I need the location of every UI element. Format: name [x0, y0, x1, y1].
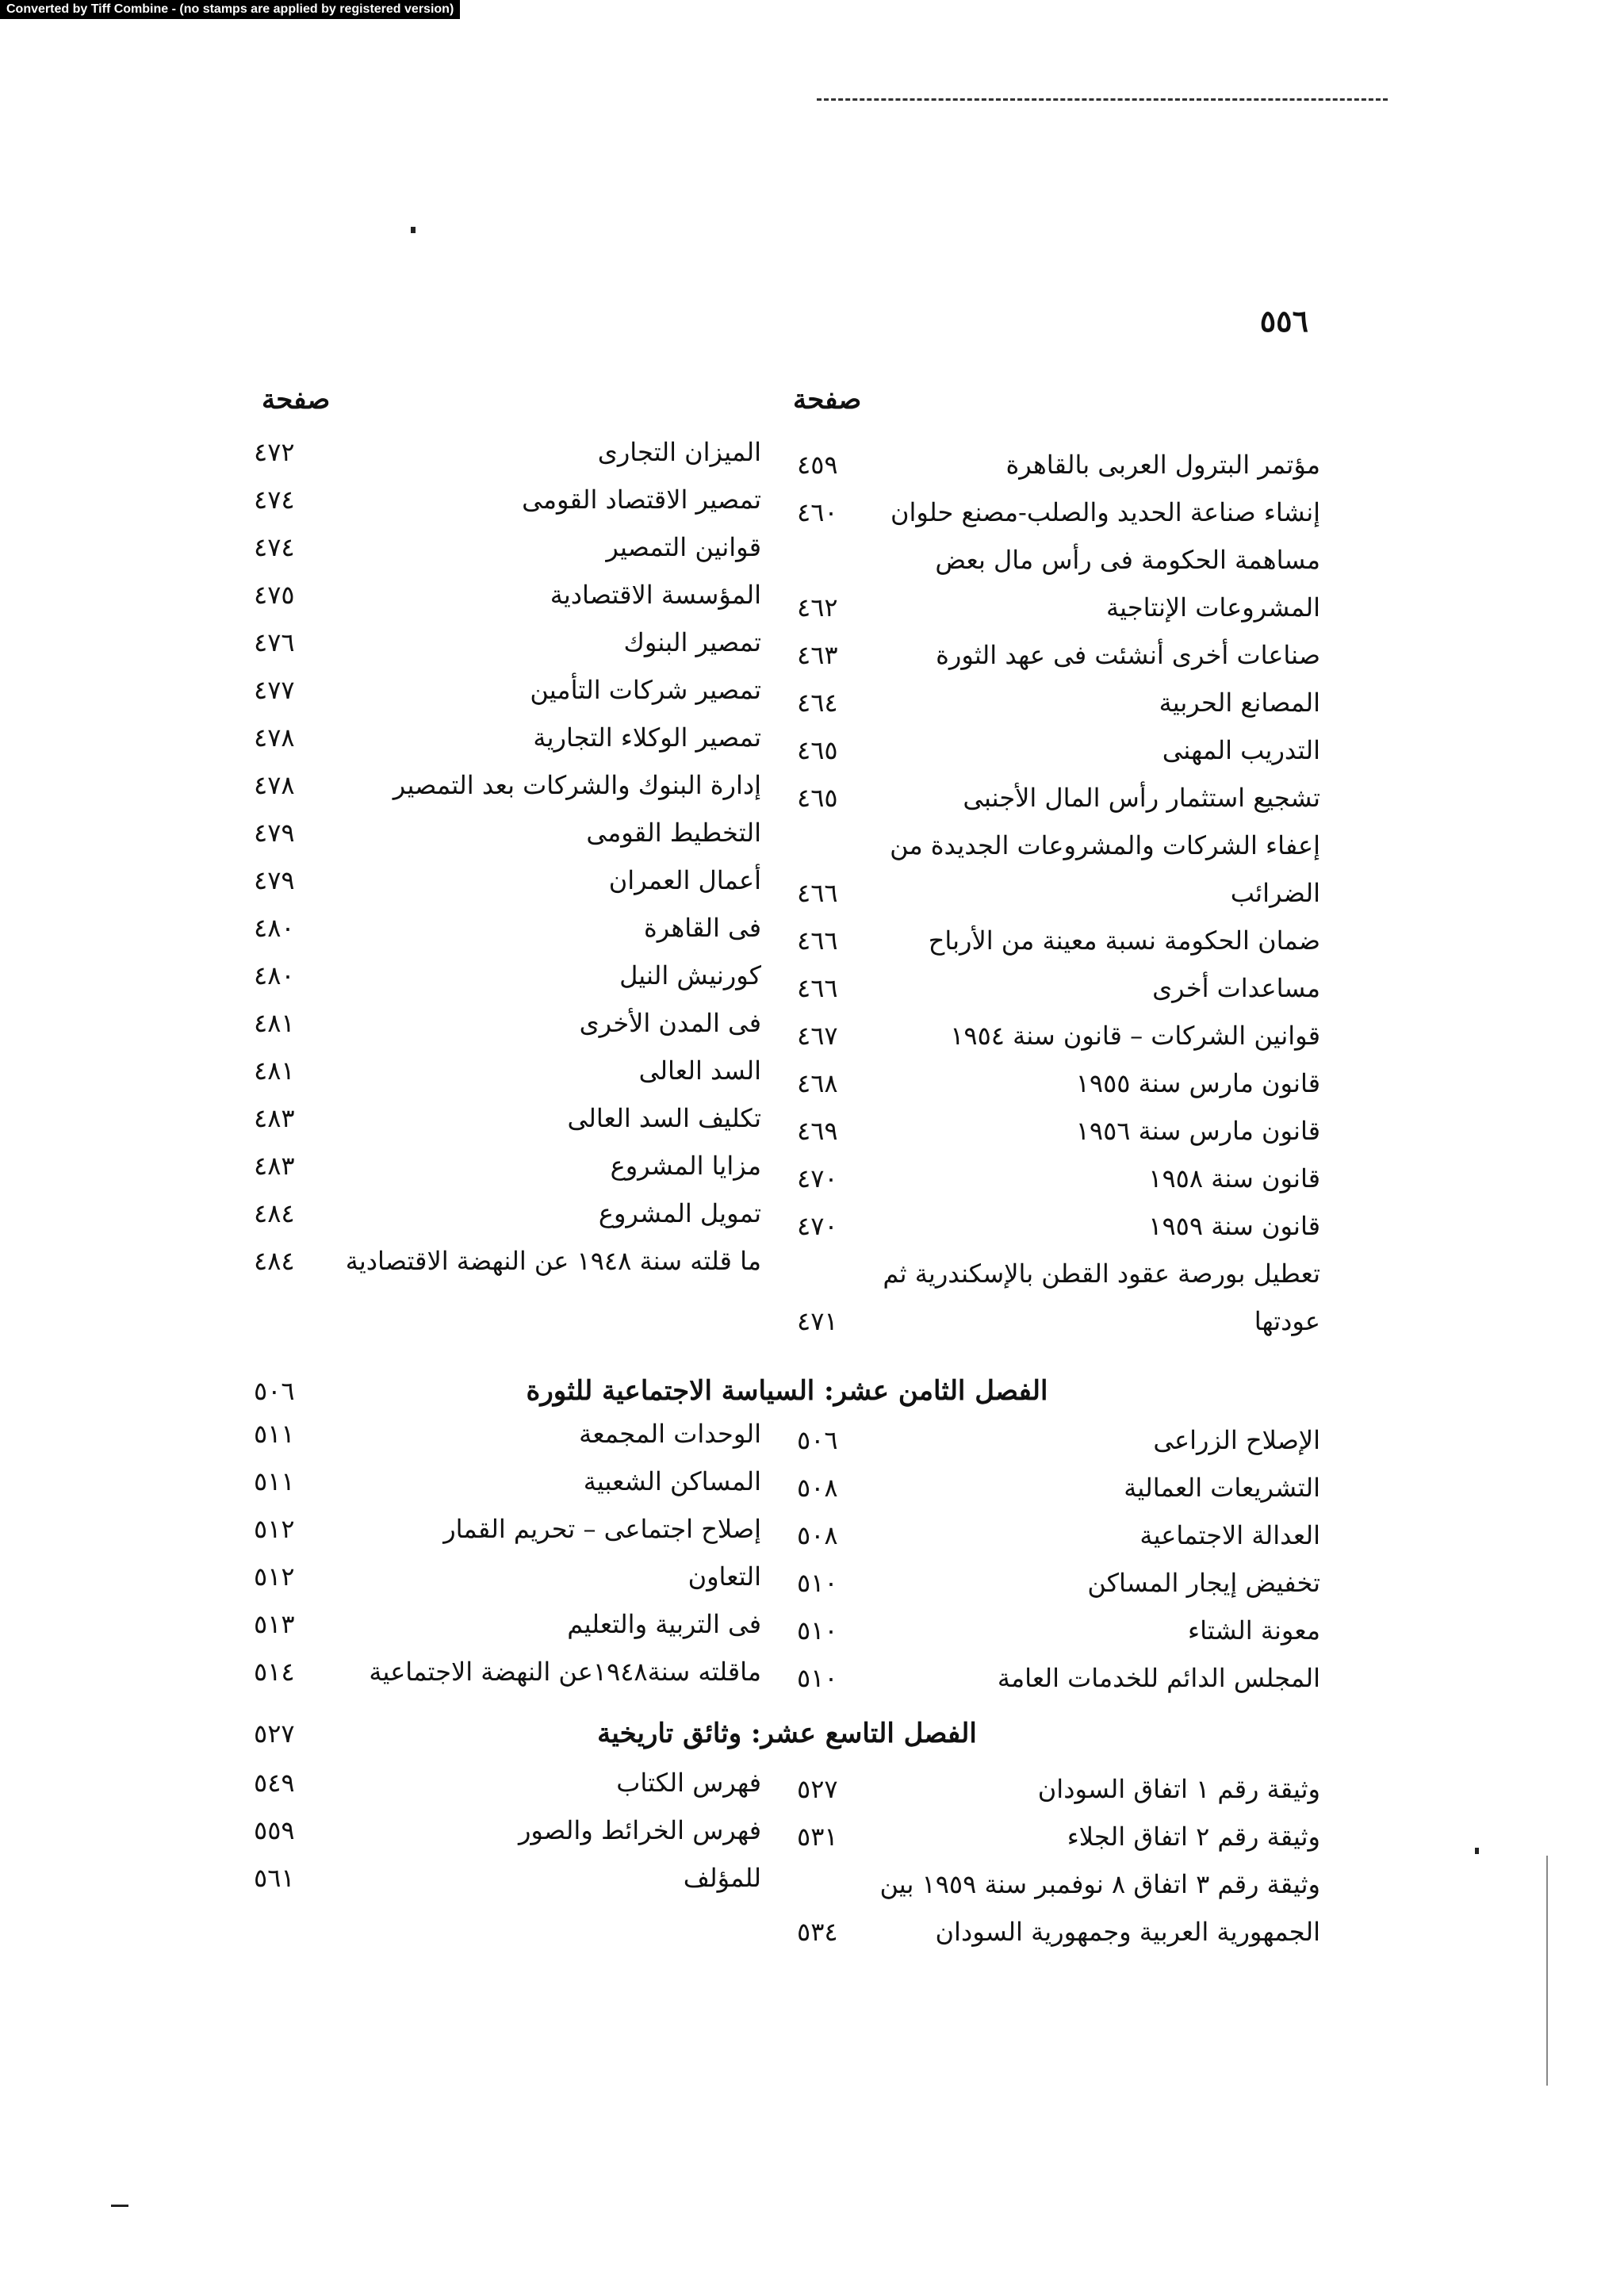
toc-entry-page: ٥١٣: [254, 1609, 295, 1639]
toc-entry-title: قانون مارس سنة ١٩٥٥: [1075, 1068, 1320, 1098]
toc-entry: [797, 1416, 1320, 1464]
toc-entry: [797, 822, 1320, 869]
toc-entry: [254, 1094, 761, 1142]
toc-entry-page: ٤٦٨: [797, 1068, 838, 1098]
toc-entry-page: ٤٦٦: [797, 878, 838, 908]
toc-entry-title: تمويل المشروع: [598, 1198, 761, 1228]
toc-entry: [797, 1607, 1320, 1654]
toc-entry-title: المساكن الشعبية: [583, 1466, 761, 1496]
toc-entry-title: تشجيع استثمار رأس المال الأجنبى: [963, 783, 1320, 813]
toc-entry: [797, 488, 1320, 536]
toc-entry: [797, 917, 1320, 964]
toc-entry: [797, 441, 1320, 488]
toc-entry-title: وثيقة رقم ٣ اتفاق ٨ نوفمبر سنة ١٩٥٩ بين: [879, 1869, 1320, 1899]
toc-entry-page: ٤٧٠: [797, 1211, 838, 1241]
toc-entry-page: ٤٦٢: [797, 592, 838, 623]
scan-speck: [1475, 1848, 1479, 1854]
toc-entry-page: ٤٧٥: [254, 580, 295, 610]
toc-entry: [797, 964, 1320, 1012]
toc-entry: [254, 1553, 761, 1600]
toc-entry: [797, 1155, 1320, 1202]
toc-entry-title: إنشاء صناعة الحديد والصلب-مصنع حلوان: [891, 497, 1320, 527]
toc-entry-page: ٥٠٦: [797, 1425, 838, 1455]
chapter-18-heading: [254, 1367, 1320, 1415]
toc-entry-title: السد العالى: [638, 1055, 761, 1086]
toc-entry-title: فى التربية والتعليم: [567, 1609, 761, 1639]
toc-entry-page: ٤٧٩: [254, 865, 295, 895]
toc-entry: [797, 726, 1320, 774]
toc-entry-title: ماقلته سنة١٩٤٨عن النهضة الاجتماعية: [369, 1657, 761, 1687]
toc-entry: [797, 1107, 1320, 1155]
toc-entry-page: ٤٨١: [254, 1055, 295, 1086]
toc-entry-page: ٥٠٨: [797, 1520, 838, 1550]
toc-entry-page: ٥١٢: [254, 1514, 295, 1544]
toc-entry-page: ٥٣٤: [797, 1917, 838, 1947]
toc-entry-title: تكليف السد العالى: [567, 1103, 761, 1133]
toc-entry-page: ٤٨١: [254, 1008, 295, 1038]
toc-entry-page: ٤٧٤: [254, 532, 295, 562]
toc-entry-title: الجمهورية العربية وجمهورية السودان: [935, 1917, 1320, 1947]
toc-entry-title: قانون سنة ١٩٥٩: [1148, 1211, 1320, 1241]
toc-entry-title: الميزان التجارى: [597, 437, 761, 467]
toc-entry: [254, 1600, 761, 1648]
toc-entry-page: ٥٣١: [797, 1822, 838, 1852]
toc-entry-page: ٥١١: [254, 1466, 295, 1496]
toc-entry-page: ٤٦٧: [797, 1021, 838, 1051]
toc-entry: [797, 774, 1320, 822]
toc-entry-title: أعمال العمران: [608, 865, 761, 895]
toc-entry-title: إعفاء الشركات والمشروعات الجديدة من: [890, 830, 1320, 860]
toc-entry-title: قانون مارس سنة ١٩٥٦: [1075, 1116, 1320, 1146]
toc-entry: [254, 1237, 761, 1285]
toc-entry-page: ٤٧٤: [254, 485, 295, 515]
toc-entry-page: ٤٧٩: [254, 818, 295, 848]
toc-entry-title: فى القاهرة: [643, 913, 761, 943]
toc-entry-page: ٤٨٤: [254, 1198, 295, 1228]
toc-entry-title: العدالة الاجتماعية: [1139, 1520, 1320, 1550]
toc-entry: [797, 1765, 1320, 1813]
toc-entry: [797, 869, 1320, 917]
toc-entry-page: [797, 1250, 868, 1297]
toc-entry-title: معونة الشتاء: [1188, 1615, 1320, 1645]
toc-entry-title: إصلاح اجتماعى – تحريم القمار: [443, 1514, 761, 1544]
toc-entry: [254, 1190, 761, 1237]
converter-banner: Converted by Tiff Combine - (no stamps are applied by registered version): [0, 0, 460, 19]
toc-entry: [254, 714, 761, 761]
toc-entry-page: ٥١١: [254, 1419, 295, 1449]
chapter-19-heading: [254, 1710, 1320, 1757]
chapter-page: ٥٢٧: [254, 1718, 295, 1749]
toc-entry-page: ٤٨٣: [254, 1151, 295, 1181]
toc-entry: [254, 1047, 761, 1094]
toc-entry-page: [797, 822, 868, 869]
toc-entry: [254, 1505, 761, 1553]
right-column-header: صفحة: [793, 384, 862, 416]
toc-entry: [254, 476, 761, 523]
toc-entry: [254, 952, 761, 999]
toc-entry-page: ٥١٠: [797, 1615, 838, 1645]
toc-entry-page: ٤٦٩: [797, 1116, 838, 1146]
toc-entry-title: تخفيض إيجار المساكن: [1087, 1568, 1320, 1598]
toc-entry-page: [797, 1860, 868, 1908]
toc-entry: [254, 1410, 761, 1458]
toc-entry: [254, 1648, 761, 1695]
chapter-page: ٥٠٦: [254, 1376, 295, 1406]
chapter-title: الفصل التاسع عشر: وثائق تاريخية: [597, 1718, 977, 1749]
toc-entry-page: ٥٤٩: [254, 1768, 295, 1798]
toc-entry-title: الضرائب: [1230, 878, 1320, 908]
toc-entry: [254, 1142, 761, 1190]
toc-entry-page: ٤٧٨: [254, 770, 295, 800]
toc-entry: [797, 1059, 1320, 1107]
toc-entry: [254, 571, 761, 619]
toc-entry-title: المجلس الدائم للخدمات العامة: [997, 1663, 1320, 1693]
toc-entry-page: ٥١٠: [797, 1663, 838, 1693]
toc-entry-page: [797, 536, 868, 584]
toc-entry: [797, 1297, 1320, 1345]
toc-entry-title: مؤتمر البترول العربى بالقاهرة: [1005, 450, 1320, 480]
toc-entry-title: عودتها: [1254, 1306, 1320, 1336]
left-column-header: صفحة: [262, 384, 331, 416]
toc-entry-page: ٥٦١: [254, 1863, 295, 1893]
toc-entry: [254, 761, 761, 809]
toc-entry-title: التدريب المهنى: [1162, 735, 1320, 765]
toc-entry-page: ٤٨٤: [254, 1246, 295, 1276]
toc-entry-page: ٥١٤: [254, 1657, 295, 1687]
toc-entry: [254, 523, 761, 571]
toc-entry-title: تمصير البنوك: [623, 627, 761, 657]
toc-entry-page: ٥٠٨: [797, 1473, 838, 1503]
toc-entry: [797, 1250, 1320, 1297]
toc-entry-page: ٤٦٣: [797, 640, 838, 670]
toc-entry: [797, 1813, 1320, 1860]
toc-entry-page: ٤٦٠: [797, 497, 838, 527]
toc-entry-page: ٤٧٧: [254, 675, 295, 705]
toc-entry-title: الإصلاح الزراعى: [1153, 1425, 1320, 1455]
toc-entry-title: المصانع الحربية: [1159, 688, 1320, 718]
toc-entry-title: التعاون: [688, 1561, 761, 1592]
toc-entry: [797, 1860, 1320, 1908]
toc-entry-page: ٤٧٠: [797, 1163, 838, 1193]
toc-entry-page: ٥٢٧: [797, 1774, 838, 1804]
toc-entry: [797, 1559, 1320, 1607]
toc-entry-page: ٤٦٤: [797, 688, 838, 718]
scan-speck: [111, 2205, 128, 2207]
toc-entry-title: ضمان الحكومة نسبة معينة من الأرباح: [928, 925, 1320, 956]
toc-entry: [254, 856, 761, 904]
toc-entry-page: ٤٦٦: [797, 973, 838, 1003]
toc-entry-title: فهرس الخرائط والصور: [518, 1815, 761, 1845]
page-number: ٥٥٦: [1259, 303, 1308, 339]
toc-entry: [797, 679, 1320, 726]
toc-entry-title: وثيقة رقم ٢ اتفاق الجلاء: [1067, 1822, 1320, 1852]
toc-entry-page: ٤٦٥: [797, 735, 838, 765]
toc-entry: [254, 1854, 761, 1902]
toc-entry-title: قانون سنة ١٩٥٨: [1148, 1163, 1320, 1193]
toc-entry: [797, 536, 1320, 584]
toc-entry-title: قوانين الشركات – قانون سنة ١٩٥٤: [950, 1021, 1320, 1051]
toc-entry-title: التشريعات العمالية: [1124, 1473, 1320, 1503]
scan-speck: [411, 227, 416, 233]
toc-entry: [254, 1458, 761, 1505]
toc-entry: [797, 1012, 1320, 1059]
toc-entry-title: إدارة البنوك والشركات بعد التمصير: [393, 770, 761, 800]
toc-entry-page: ٤٧٨: [254, 722, 295, 753]
toc-entry-page: ٤٧٦: [254, 627, 295, 657]
toc-entry: [797, 1654, 1320, 1702]
toc-entry: [254, 904, 761, 952]
toc-entry-page: ٤٧٢: [254, 437, 295, 467]
toc-entry-title: مزايا المشروع: [610, 1151, 761, 1181]
toc-entry-page: ٥١٠: [797, 1568, 838, 1598]
toc-entry: [254, 809, 761, 856]
toc-entry-title: مساهمة الحكومة فى رأس مال بعض: [935, 545, 1320, 575]
toc-entry-title: فهرس الكتاب: [616, 1768, 761, 1798]
toc-entry: [797, 584, 1320, 631]
toc-entry-page: ٥٥٩: [254, 1815, 295, 1845]
toc-entry-title: ما قلته سنة ١٩٤٨ عن النهضة الاقتصادية: [345, 1246, 761, 1276]
toc-entry: [254, 428, 761, 476]
toc-entry-title: صناعات أخرى أنشئت فى عهد الثورة: [936, 640, 1320, 670]
toc-entry-title: فى المدن الأخرى: [579, 1008, 761, 1038]
toc-entry-page: ٤٨٠: [254, 960, 295, 990]
toc-entry-title: للمؤلف: [683, 1863, 761, 1893]
toc-entry-page: ٥١٢: [254, 1561, 295, 1592]
toc-entry: [254, 619, 761, 666]
toc-entry: [254, 666, 761, 714]
toc-entry-title: تمصير شركات التأمين: [530, 675, 761, 705]
toc-entry: [797, 1202, 1320, 1250]
toc-entry-page: ٤٨٠: [254, 913, 295, 943]
toc-entry: [254, 999, 761, 1047]
toc-entry-page: ٤٨٣: [254, 1103, 295, 1133]
toc-entry: [797, 1908, 1320, 1956]
toc-entry-title: كورنيش النيل: [619, 960, 761, 990]
toc-entry-title: الوحدات المجمعة: [579, 1419, 761, 1449]
scan-line: [1546, 1856, 1548, 2086]
toc-entry-page: ٤٦٥: [797, 783, 838, 813]
toc-entry-title: مساعدات أخرى: [1152, 973, 1320, 1003]
toc-entry-title: تعطيل بورصة عقود القطن بالإسكندرية ثم: [883, 1259, 1320, 1289]
toc-entry: [797, 1464, 1320, 1511]
toc-entry-title: قوانين التمصير: [606, 532, 761, 562]
toc-entry-title: تمصير الوكلاء التجارية: [533, 722, 761, 753]
toc-entry-title: المؤسسة الاقتصادية: [550, 580, 761, 610]
toc-entry-title: وثيقة رقم ١ اتفاق السودان: [1037, 1774, 1320, 1804]
toc-entry: [797, 1511, 1320, 1559]
toc-entry: [254, 1806, 761, 1854]
toc-entry-page: ٤٧١: [797, 1306, 838, 1336]
toc-entry-title: التخطيط القومى: [586, 818, 761, 848]
toc-entry: [797, 631, 1320, 679]
toc-entry-page: ٤٦٦: [797, 925, 838, 956]
toc-entry: [254, 1759, 761, 1806]
toc-entry-page: ٤٥٩: [797, 450, 838, 480]
toc-entry-title: تمصير الاقتصاد القومى: [522, 485, 761, 515]
header-rule: [817, 98, 1388, 101]
chapter-title: الفصل الثامن عشر: السياسة الاجتماعية للثورة: [526, 1375, 1048, 1407]
toc-entry-title: المشروعات الإنتاجية: [1106, 592, 1320, 623]
